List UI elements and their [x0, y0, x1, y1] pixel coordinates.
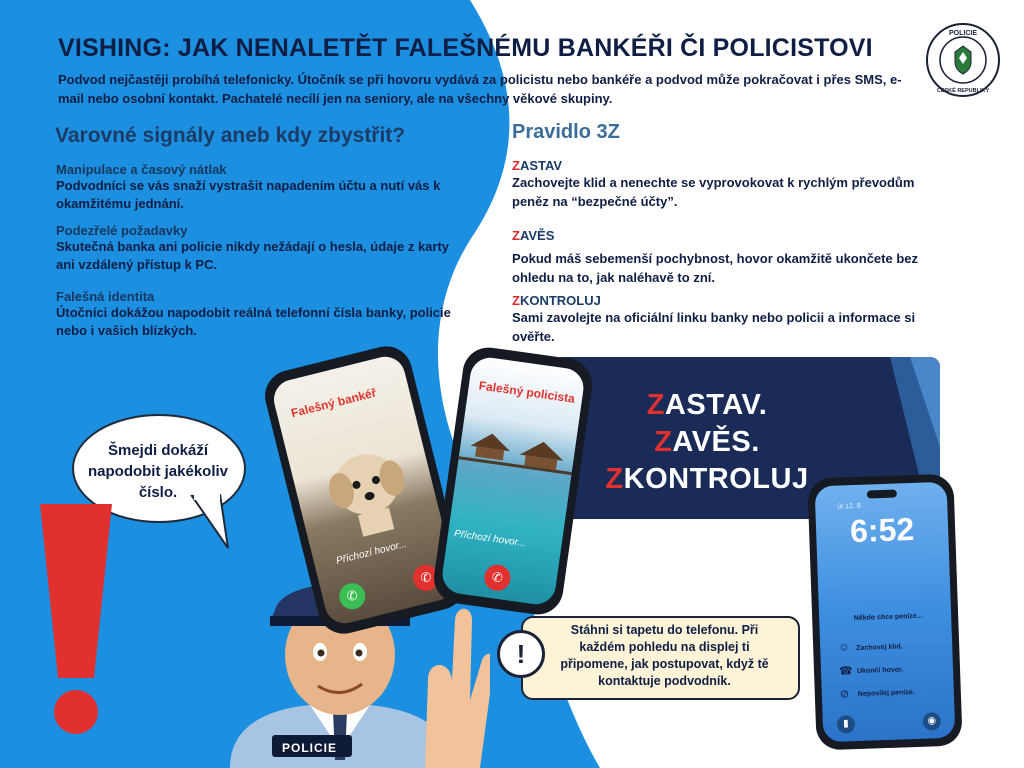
rule-title: ZKONTROLUJ	[512, 293, 601, 308]
banner-text: ZASTAV. ZAVĚS. ZKONTROLUJ	[605, 389, 809, 495]
rule-text: Sami zavolejte na oficiální linku banky nebo policii a informace si ověřte.	[512, 310, 916, 344]
incoming-call-text: Příchozí hovor...	[453, 528, 527, 550]
signal-text: Podvodníci se vás snaží vystrašit napadením účtu a nutí vás k okamžitému jednání.	[56, 178, 441, 211]
signal-title: Falešná identita	[56, 289, 155, 304]
signal-text: Útočníci dokážou napodobit reálná telefonní čísla banky, policie nebo i vašich blízkých.	[56, 305, 451, 338]
rule-text: Zachovejte klid a nenechte se vyprovokovat k rychlým převodům peněz na “bezpečné účty”.	[512, 175, 915, 209]
rule-title: ZASTAV	[512, 158, 563, 173]
warning-icon: !	[497, 630, 545, 678]
signal-item	[56, 289, 456, 340]
signal-title: Podezřelé požadavky	[56, 223, 188, 238]
lockscreen-date: út 12. 8.	[837, 502, 863, 511]
rule-text: Pokud máš sebemenší pochybnost, hovor okamžitě ukončete bez ohledu na to, jak naléhavě to zní.	[512, 251, 918, 285]
rule-title: ZAVĚS	[512, 228, 555, 243]
lockscreen-line: Neposílej peníze.	[857, 689, 915, 698]
decline-call-icon[interactable]: ✆	[483, 563, 512, 592]
flashlight-icon[interactable]: ▮	[837, 715, 856, 734]
person-icon: ☺	[838, 641, 850, 654]
hangup-icon: ☎	[838, 665, 853, 678]
bungalow-icon	[458, 425, 576, 480]
svg-text:ČESKÉ REPUBLIKY: ČESKÉ REPUBLIKY	[936, 88, 990, 94]
speech-bubble-text: Šmejdi dokáží napodobit jakékoliv číslo.	[87, 442, 229, 501]
dog-icon	[318, 436, 417, 543]
signal-title: Manipulace a časový nátlak	[56, 162, 227, 177]
lockscreen-line: Ukonči hovor.	[856, 666, 904, 676]
lockscreen-top-text: Někdo chce peníze...	[853, 612, 923, 623]
rule-item	[512, 293, 942, 346]
accept-call-icon[interactable]: ✆	[337, 580, 369, 612]
page-title: VISHING: JAK NENALETĚT FALEŠNÉMU BANKÉŘI ČI POLICISTOVI	[58, 34, 873, 62]
lockscreen-phone	[807, 474, 962, 751]
wallpaper-notice-text: Stáhni si tapetu do telefonu. Při každém pohledu na displej ti připomene, jak postupovat, když tě kontaktuje podvodník.	[560, 623, 769, 688]
lockscreen-time: 6:52	[849, 510, 915, 550]
warning-signals-heading: Varovné signály aneb kdy zbystřit?	[55, 124, 406, 147]
decline-call-icon[interactable]: ✆	[410, 562, 442, 594]
rule-item	[512, 228, 942, 287]
phone-caller-label: Falešný policista	[478, 378, 576, 406]
signal-item	[56, 162, 456, 213]
no-money-icon: ⊘	[839, 688, 850, 701]
police-logo	[925, 22, 1001, 98]
incoming-call-text: Příchozí hovor...	[335, 538, 409, 567]
svg-text:POLICIE: POLICIE	[948, 30, 978, 37]
camera-icon[interactable]: ◉	[923, 712, 942, 731]
rule-item	[512, 158, 942, 211]
phone-caller-label: Falešný bankéř	[289, 385, 378, 421]
speech-bubble-tail	[190, 494, 240, 554]
intro-text: Podvod nejčastěji probíhá telefonicky. Útočník se při hovoru vydává za policistu nebo bankéře a podvod může pokračovat i přes SMS, e-mail nebo osobní kontakt. Pachatelé necílí jen na seniory, ale na všechny věkové skupiny.	[58, 72, 902, 106]
exclamation-icon	[36, 500, 116, 740]
lockscreen-line: Zachovej klid.	[856, 643, 903, 653]
signal-text: Skutečná banka ani policie nikdy nežádají o hesla, údaje z karty ani vzdálený přístup k PC.	[56, 239, 450, 272]
lockscreen	[815, 482, 956, 742]
rule-heading: Pravidlo 3Z	[512, 121, 620, 143]
phone-notch	[867, 490, 897, 499]
police-badge-text: POLICIE	[282, 741, 338, 755]
signal-item	[56, 223, 456, 274]
